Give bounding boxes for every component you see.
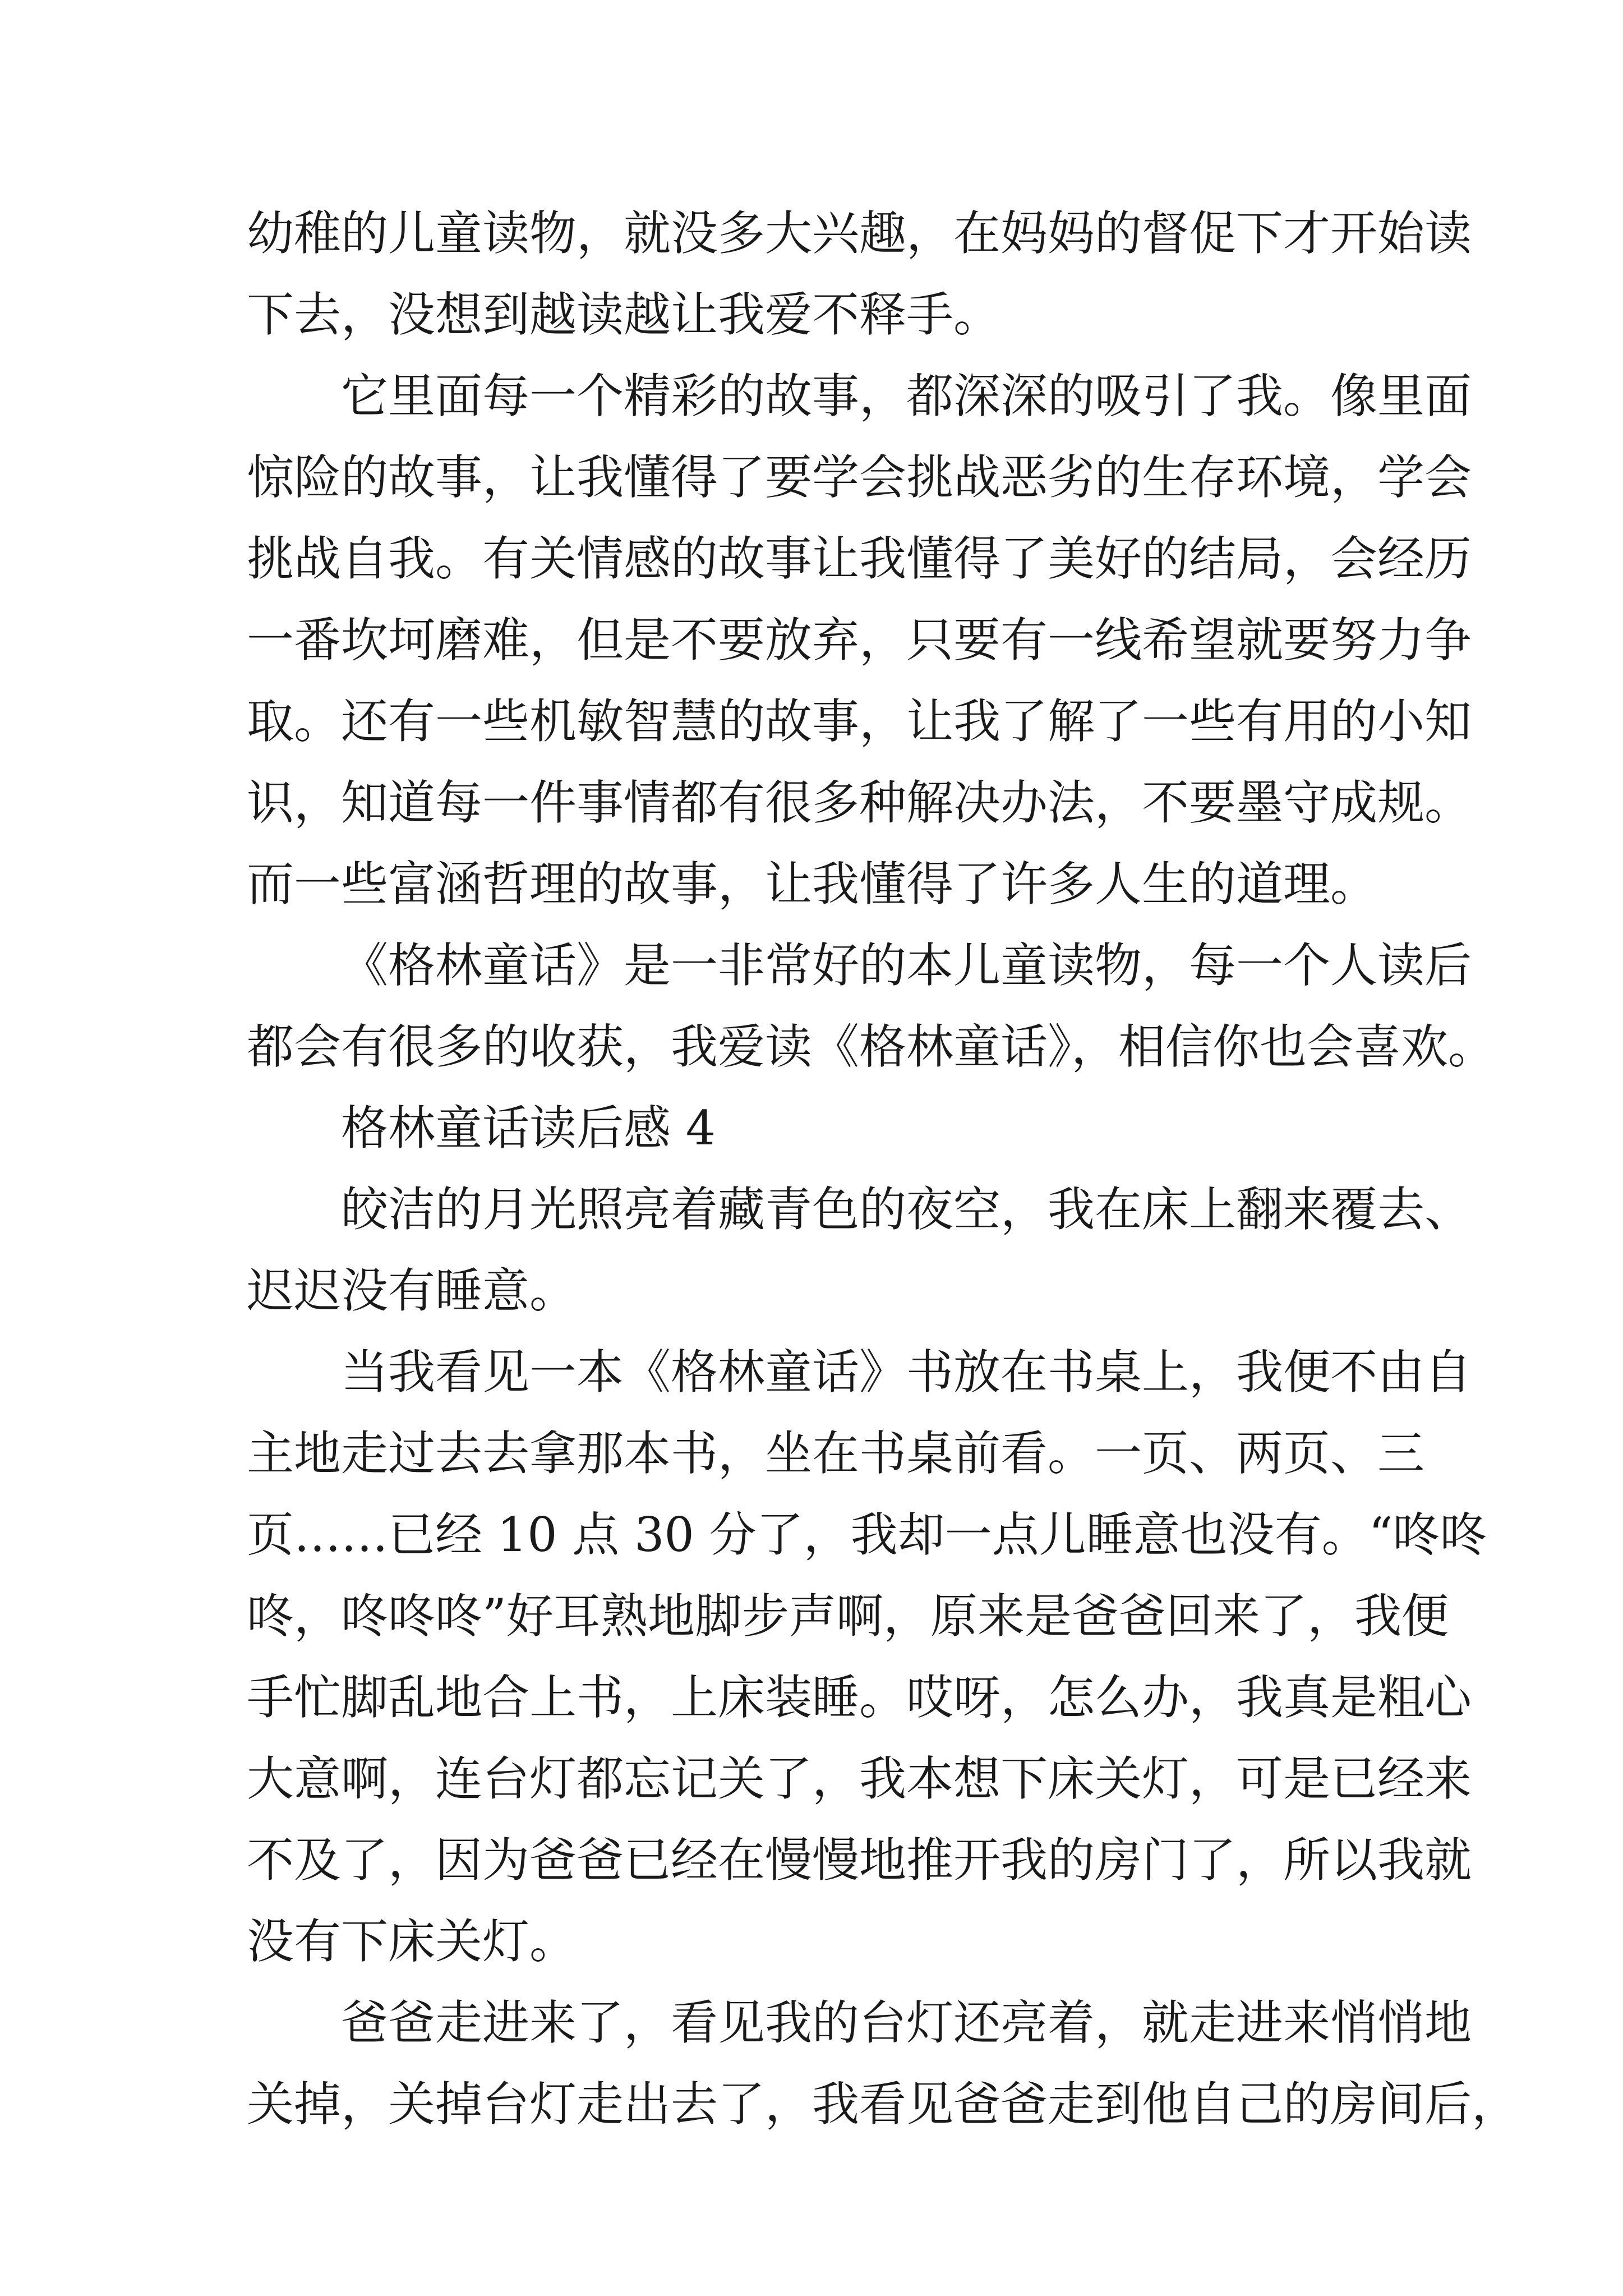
text-line: 而一些富涵哲理的故事，让我懂得了许多人生的道理。 bbox=[247, 857, 1378, 912]
text-line: 挑战自我。有关情感的故事让我懂得了美好的结局，会经历 bbox=[247, 531, 1472, 586]
text-line: 皎洁的月光照亮着藏青色的夜空，我在床上翻来覆去、 bbox=[341, 1182, 1472, 1237]
text-line: 大意啊，连台灯都忘记关了，我本想下床关灯，可是已经来 bbox=[247, 1751, 1472, 1806]
text-line: 不及了，因为爸爸已经在慢慢地推开我的房门了，所以我就 bbox=[247, 1833, 1472, 1888]
text-line: 它里面每一个精彩的故事，都深深的吸引了我。像里面 bbox=[341, 369, 1472, 424]
text-line: 《格林童话》是一非常好的本儿童读物，每一个人读后 bbox=[341, 938, 1472, 993]
text-line: 咚，咚咚咚”好耳熟地脚步声啊，原来是爸爸回来了，我便 bbox=[247, 1589, 1449, 1644]
text-line: 爸爸走进来了，看见我的台灯还亮着，就走进来悄悄地 bbox=[341, 1995, 1472, 2050]
text-line: 惊险的故事，让我懂得了要学会挑战恶劣的生存环境，学会 bbox=[247, 450, 1472, 505]
text-line: 识，知道每一件事情都有很多种解决办法，不要墨守成规。 bbox=[247, 775, 1472, 830]
text-line: 手忙脚乱地合上书，上床装睡。哎呀，怎么办，我真是粗心 bbox=[247, 1670, 1472, 1725]
text-line: 下去，没想到越读越让我爱不释手。 bbox=[247, 287, 1001, 342]
text-line: 迟迟没有睡意。 bbox=[247, 1263, 577, 1318]
text-line: 幼稚的儿童读物，就没多大兴趣，在妈妈的督促下才开始读 bbox=[247, 206, 1472, 261]
text-line: 页……已经 10 点 30 分了，我却一点儿睡意也没有。“咚咚 bbox=[247, 1507, 1487, 1562]
text-line: 主地走过去去拿那本书，坐在书桌前看。一页、两页、三 bbox=[247, 1426, 1425, 1481]
text-line: 一番坎坷磨难，但是不要放弃，只要有一线希望就要努力争 bbox=[247, 613, 1472, 668]
document-body bbox=[247, 203, 1519, 2155]
text-line: 没有下床关灯。 bbox=[247, 1914, 577, 1969]
text-line: 关掉，关掉台灯走出去了，我看见爸爸走到他自己的房间后， bbox=[247, 2077, 1519, 2132]
text-line: 取。还有一些机敏智慧的故事，让我了解了一些有用的小知 bbox=[247, 694, 1472, 749]
section-heading: 格林童话读后感 4 bbox=[341, 1101, 716, 1156]
text-line: 当我看见一本《格林童话》书放在书桌上，我便不由自 bbox=[341, 1345, 1472, 1400]
text-line: 都会有很多的收获，我爱读《格林童话》，相信你也会喜欢。 bbox=[247, 1019, 1496, 1074]
